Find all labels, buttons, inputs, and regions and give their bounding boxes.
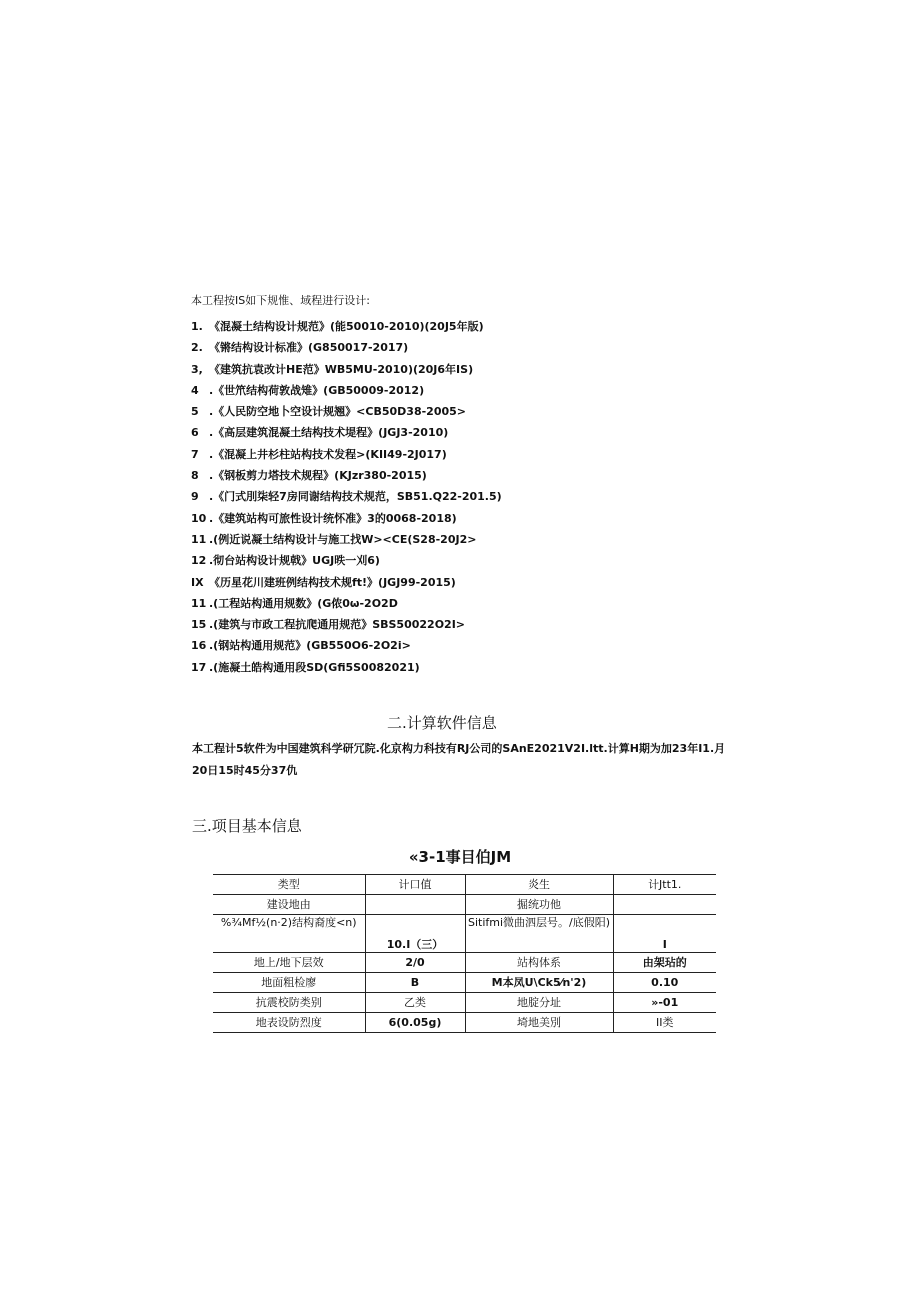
design-code-item	[191, 401, 502, 422]
design-code-text: .(施凝土皓构通用段SD(Gfi5S0082021)	[209, 660, 420, 674]
design-code-item	[191, 657, 502, 678]
table-cell: 地面粗检廖	[213, 973, 365, 993]
table-cell: M本凤U\Ck5⁄n'2)	[465, 973, 613, 993]
design-code-item	[191, 422, 502, 443]
design-code-item	[191, 465, 502, 486]
project-section-title: 三.项目基本信息	[192, 817, 302, 835]
table-cell: »-01	[613, 993, 716, 1013]
design-code-text: .《高层建筑混凝土结构技术堤程》(JGJ3-2010)	[209, 426, 449, 440]
design-code-number: 11	[191, 532, 207, 546]
table-row	[213, 953, 716, 973]
design-code-number: 11	[191, 596, 207, 610]
design-code-item	[191, 593, 502, 614]
table-header-row	[213, 875, 716, 895]
design-code-item	[191, 572, 502, 593]
design-code-text: .(工程站构通用规数》(G侬0ω-2O2D	[209, 596, 398, 610]
table-cell: 10.I（三）	[365, 915, 465, 953]
table-cell: Sitifmi微曲泗层号。/底假阳)	[465, 915, 613, 953]
table-cell: 抗震校防类别	[213, 993, 365, 1013]
design-code-number: 15	[191, 618, 207, 632]
table-cell: 由架玷的	[613, 953, 716, 973]
design-code-item	[191, 337, 502, 358]
header-value-2: 计Jtt1.	[613, 875, 716, 895]
table-cell: II类	[613, 1013, 716, 1033]
software-info-text: 本工程计5软件为中国建筑科学研冗院.化京构力科技有RJ公司的SAnE2021V2I.ltt.计算H期为加23年I1.月20日15时45分37仇	[192, 742, 726, 777]
table-cell: 站构体系	[465, 953, 613, 973]
table-row	[213, 993, 716, 1013]
project-info-table	[213, 874, 716, 1033]
design-code-number: 6	[191, 426, 199, 440]
design-code-number: 3,	[191, 362, 203, 376]
design-codes-intro: 本工程按IS如下规惟、域程进行设计:	[191, 294, 370, 307]
design-code-item	[191, 529, 502, 550]
design-code-text: .《钢板剪力塔技术规程》(KJzr380-2015)	[209, 469, 427, 483]
table-cell: 0.10	[613, 973, 716, 993]
design-code-number: 5	[191, 405, 199, 419]
design-code-number: IX	[191, 575, 204, 589]
design-code-number: 9	[191, 490, 199, 504]
table-cell: I	[613, 915, 716, 953]
software-section-title: 二.计算软件信息	[387, 714, 497, 732]
table-row	[213, 895, 716, 915]
design-code-text: .《人民防空地卜空设计规翘》<CB50D38-2005>	[209, 405, 466, 419]
design-code-text: 《混凝土结构设计规范》(能50010-2010)(20J5年版)	[209, 320, 484, 333]
table-caption: «3-1事目伯JM	[408, 848, 512, 866]
table-cell: B	[365, 973, 465, 993]
design-code-item	[191, 550, 502, 571]
design-code-number: 7	[191, 447, 199, 461]
table-cell: 地表设防烈度	[213, 1013, 365, 1033]
design-code-item	[191, 359, 502, 380]
design-code-text: 《建筑抗袁改计HE范》WB5MU-2010)(20J6年IS)	[209, 362, 474, 376]
table-row	[213, 973, 716, 993]
design-code-item	[191, 614, 502, 635]
table-cell: 埼地美別	[465, 1013, 613, 1033]
design-code-text: .彻台站构设计规戟》UGJ昳一刈6)	[209, 554, 380, 568]
design-code-number: 10	[191, 511, 207, 525]
design-code-item	[191, 380, 502, 401]
table-cell: 掘统功他	[465, 895, 613, 915]
design-code-text: .《建筑站构可旅性设计统怀准》3的0068-2018)	[209, 511, 457, 525]
table-cell: 6(0.05g)	[365, 1013, 465, 1033]
table-cell: 地上/地下层效	[213, 953, 365, 973]
design-code-item	[191, 316, 502, 337]
design-code-number: 12	[191, 554, 207, 568]
design-code-text: .(建筑与市政工程抗爬通用规范》SBS50022O2I>	[209, 618, 466, 632]
design-code-number: 16	[191, 639, 207, 653]
table-row	[213, 915, 716, 953]
design-code-text: 《锵结构设计标准》(G850017-2017)	[209, 341, 409, 355]
header-value: 计口值	[365, 875, 465, 895]
table-cell: 乙类	[365, 993, 465, 1013]
design-code-item	[191, 486, 502, 507]
table-cell: 建设地由	[213, 895, 365, 915]
design-code-text: 《历星花川建班例结构技术规ft!》(JGJ99-2015)	[209, 575, 456, 589]
design-code-number: 2.	[191, 341, 203, 355]
table-row	[213, 1013, 716, 1033]
table-cell	[365, 895, 465, 915]
design-code-number: 17	[191, 660, 207, 674]
table-cell: 地腚分址	[465, 993, 613, 1013]
design-code-item	[191, 508, 502, 529]
design-code-number: 1.	[191, 320, 203, 333]
design-code-number: 8	[191, 469, 199, 483]
design-code-text: .《门式刖柒轻7房同谢结构技术规范，SB51.Q22-201.5)	[209, 490, 502, 504]
design-code-number: 4	[191, 383, 199, 397]
table-cell: 2/0	[365, 953, 465, 973]
design-code-text: .《混凝上井杉柱站构技术发程>(KII49-2J017)	[209, 447, 447, 461]
design-code-list	[191, 316, 502, 678]
table-cell	[613, 895, 716, 915]
design-code-text: .(例近说凝土结构设计与施工找W><CE(S28-20J2>	[209, 532, 477, 546]
header-type: 类型	[213, 875, 365, 895]
table-cell: %¾Mf½(n·2)结构裔度<n)	[213, 915, 365, 953]
design-code-text: .《世笊结构荷敦战雉》(GB50009-2012)	[209, 383, 425, 397]
design-code-item	[191, 635, 502, 656]
design-code-text: .(钢站构通用规范》(GB550O6-2O2i>	[209, 639, 411, 653]
design-code-item	[191, 444, 502, 465]
header-type-2: 炎生	[465, 875, 613, 895]
